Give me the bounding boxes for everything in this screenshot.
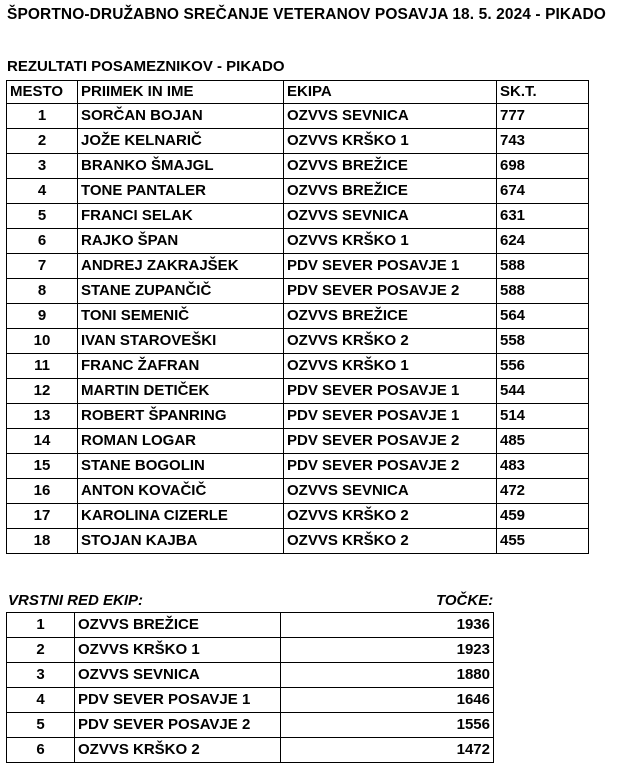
cell-team: OZVVS KRŠKO 1 [284,229,497,254]
table-row [7,354,589,379]
cell-score: 588 [497,279,589,304]
team-row [7,638,494,663]
header-team: EKIPA [284,81,497,104]
cell-team: OZVVS KRŠKO 1 [284,354,497,379]
cell-score: 624 [497,229,589,254]
cell-team: OZVVS KRŠKO 2 [284,504,497,529]
cell-team: OZVVS BREŽICE [284,304,497,329]
cell-place: 12 [7,379,78,404]
cell-team: OZVVS BREŽICE [284,179,497,204]
cell-place: 5 [7,204,78,229]
table-row [7,229,589,254]
table-row [7,504,589,529]
cell-place: 8 [7,279,78,304]
cell-name: TONE PANTALER [78,179,284,204]
cell-place: 3 [7,154,78,179]
team-cell-points: 1880 [281,663,494,688]
cell-team: PDV SEVER POSAVJE 1 [284,404,497,429]
team-cell-team: OZVVS BREŽICE [75,613,281,638]
cell-score: 472 [497,479,589,504]
cell-place: 13 [7,404,78,429]
cell-name: BRANKO ŠMAJGL [78,154,284,179]
cell-team: OZVVS KRŠKO 1 [284,129,497,154]
cell-team: PDV SEVER POSAVJE 1 [284,254,497,279]
team-cell-place: 4 [7,688,75,713]
cell-name: MARTIN DETIČEK [78,379,284,404]
table-row [7,104,589,129]
cell-score: 777 [497,104,589,129]
cell-team: OZVVS SEVNICA [284,104,497,129]
cell-name: FRANC ŽAFRAN [78,354,284,379]
header-score: SK.T. [497,81,589,104]
team-cell-points: 1646 [281,688,494,713]
team-cell-place: 3 [7,663,75,688]
cell-name: KAROLINA CIZERLE [78,504,284,529]
table-row [7,279,589,304]
table-row [7,479,589,504]
cell-team: PDV SEVER POSAVJE 2 [284,429,497,454]
cell-name: JOŽE KELNARIČ [78,129,284,154]
team-cell-team: OZVVS KRŠKO 1 [75,638,281,663]
cell-name: FRANCI SELAK [78,204,284,229]
team-cell-points: 1556 [281,713,494,738]
team-cell-team: OZVVS KRŠKO 2 [75,738,281,763]
table-row [7,329,589,354]
cell-score: 483 [497,454,589,479]
cell-team: OZVVS SEVNICA [284,479,497,504]
table-row [7,304,589,329]
team-cell-team: PDV SEVER POSAVJE 1 [75,688,281,713]
team-cell-place: 5 [7,713,75,738]
individual-results-table [6,80,589,554]
cell-place: 16 [7,479,78,504]
cell-score: 558 [497,329,589,354]
cell-name: ANTON KOVAČIČ [78,479,284,504]
header-name: PRIIMEK IN IME [78,81,284,104]
points-label: TOČKE: [436,592,494,609]
table-row [7,454,589,479]
cell-score: 631 [497,204,589,229]
cell-name: ROBERT ŠPANRING [78,404,284,429]
team-row [7,713,494,738]
cell-place: 9 [7,304,78,329]
cell-place: 18 [7,529,78,554]
results-subtitle: REZULTATI POSAMEZNIKOV - PIKADO [7,58,285,75]
cell-team: PDV SEVER POSAVJE 1 [284,379,497,404]
header-place: MESTO [7,81,78,104]
cell-name: STANE ZUPANČIČ [78,279,284,304]
team-row [7,688,494,713]
team-ranking-table [6,612,494,763]
cell-score: 674 [497,179,589,204]
table-row [7,129,589,154]
cell-name: STANE BOGOLIN [78,454,284,479]
cell-name: STOJAN KAJBA [78,529,284,554]
team-cell-points: 1472 [281,738,494,763]
cell-place: 6 [7,229,78,254]
cell-score: 544 [497,379,589,404]
cell-score: 556 [497,354,589,379]
table-row [7,529,589,554]
cell-name: TONI SEMENIČ [78,304,284,329]
cell-score: 514 [497,404,589,429]
cell-name: ROMAN LOGAR [78,429,284,454]
cell-team: OZVVS BREŽICE [284,154,497,179]
cell-team: OZVVS KRŠKO 2 [284,529,497,554]
team-cell-points: 1936 [281,613,494,638]
cell-team: PDV SEVER POSAVJE 2 [284,454,497,479]
cell-name: SORČAN BOJAN [78,104,284,129]
table-row [7,379,589,404]
team-cell-place: 6 [7,738,75,763]
team-row [7,738,494,763]
cell-score: 459 [497,504,589,529]
team-cell-team: PDV SEVER POSAVJE 2 [75,713,281,738]
cell-score: 455 [497,529,589,554]
cell-name: RAJKO ŠPAN [78,229,284,254]
table-row [7,204,589,229]
cell-place: 4 [7,179,78,204]
page-title: ŠPORTNO-DRUŽABNO SREČANJE VETERANOV POSAVJA 18. 5. 2024 - PIKADO [7,6,606,23]
team-row [7,613,494,638]
cell-score: 588 [497,254,589,279]
cell-place: 14 [7,429,78,454]
table-row [7,404,589,429]
team-row [7,663,494,688]
cell-name: ANDREJ ZAKRAJŠEK [78,254,284,279]
cell-score: 698 [497,154,589,179]
team-cell-team: OZVVS SEVNICA [75,663,281,688]
cell-place: 15 [7,454,78,479]
cell-place: 1 [7,104,78,129]
cell-place: 7 [7,254,78,279]
cell-score: 485 [497,429,589,454]
table-header-row [7,81,589,104]
cell-place: 2 [7,129,78,154]
teams-label: VRSTNI RED EKIP: [8,592,144,609]
cell-score: 743 [497,129,589,154]
team-cell-points: 1923 [281,638,494,663]
team-cell-place: 1 [7,613,75,638]
team-cell-place: 2 [7,638,75,663]
table-row [7,179,589,204]
cell-team: OZVVS KRŠKO 2 [284,329,497,354]
cell-place: 17 [7,504,78,529]
cell-team: PDV SEVER POSAVJE 2 [284,279,497,304]
cell-team: OZVVS SEVNICA [284,204,497,229]
table-row [7,154,589,179]
cell-place: 10 [7,329,78,354]
table-row [7,429,589,454]
cell-place: 11 [7,354,78,379]
table-row [7,254,589,279]
cell-name: IVAN STAROVEŠKI [78,329,284,354]
cell-score: 564 [497,304,589,329]
